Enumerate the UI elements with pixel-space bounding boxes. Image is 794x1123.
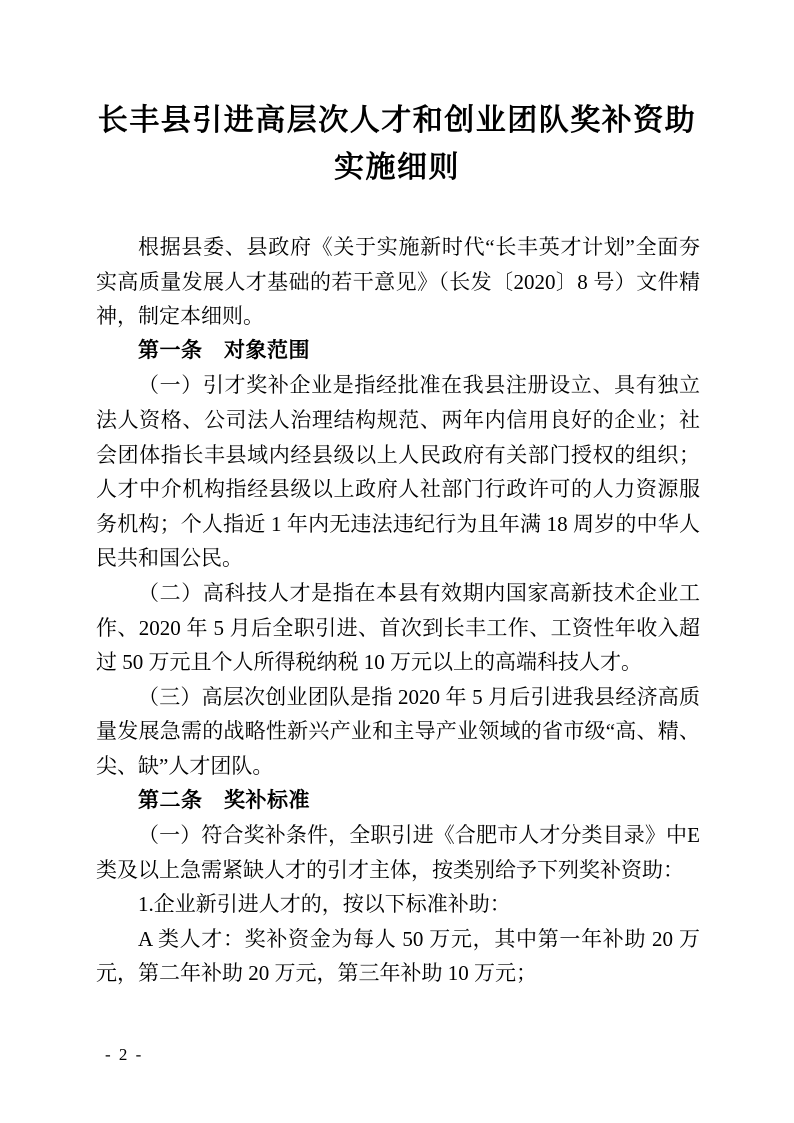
section-heading-article-2: 第二条 奖补标准 xyxy=(138,788,310,812)
body-paragraph-article1-item3: （三）高层次创业团队是指 2020 年 5 月后引进我县经济高质量发展急需的战略性新兴产业和主导产业领域的省市级“高、精、尖、缺”人才团队。 xyxy=(96,684,700,778)
document-title-line-2: 实施细则 xyxy=(334,151,460,184)
document-title-line-1: 长丰县引进高层次人才和创业团队奖补资助 xyxy=(97,104,697,137)
document-body xyxy=(96,230,700,991)
body-paragraph-article2-classA: A 类人才：奖补资金为每人 50 万元，其中第一年补助 20 万元，第二年补助 20 万元，第三年补助 10 万元； xyxy=(96,926,700,986)
body-paragraph-intro: 根据县委、县政府《关于实施新时代“长丰英才计划”全面夯实高质量发展人才基础的若干意见》（长发〔2020〕8 号）文件精神，制定本细则。 xyxy=(96,235,700,329)
body-paragraph-article1-item1: （一）引才奖补企业是指经批准在我县注册设立、具有独立法人资格、公司法人治理结构规范、两年内信用良好的企业；社会团体指长丰县域内经县级以上人民政府有关部门授权的组织；人才中介机构指经县级以上政府人社部门行政许可的人力资源服务机构；个人指近 1 年内无违法违纪行为且年满 18 周岁的中华人民共和国公民。 xyxy=(96,373,700,571)
body-paragraph-article1-item2: （二）高科技人才是指在本县有效期内国家高新技术企业工作、2020 年 5 月后全职引进、首次到长丰工作、工资性年收入超过 50 万元且个人所得税纳税 10 万元以上的高端科技人才。 xyxy=(96,580,700,675)
page-number: - 2 - xyxy=(105,1045,144,1064)
body-paragraph-article2-item1: （一）符合奖补条件，全职引进《合肥市人才分类目录》中E类及以上急需紧缺人才的引才主体，按类别给予下列奖补资助： xyxy=(96,823,700,882)
body-paragraph-article2-sub1: 1.企业新引进人才的，按以下标准补助： xyxy=(138,892,511,917)
document-title xyxy=(60,97,734,191)
section-heading-article-1: 第一条 对象范围 xyxy=(138,338,310,362)
